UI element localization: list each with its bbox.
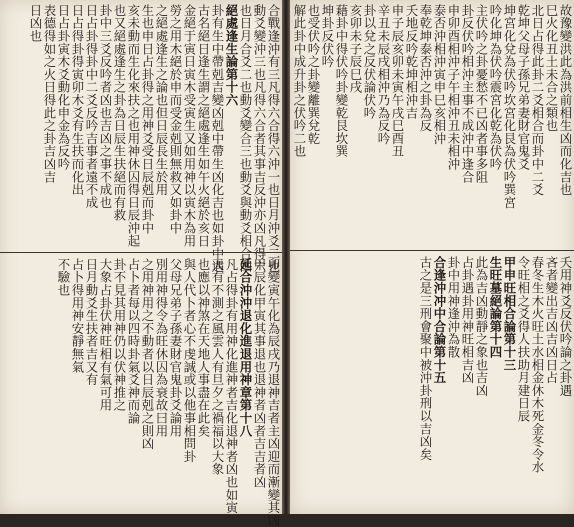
text-column: 夭用神爻反伏吟論之卦遇 xyxy=(558,256,573,397)
left-page-divider xyxy=(0,252,282,253)
text-column: 卦中三爻反吟者凶也吉凶之事不成也 xyxy=(98,4,113,209)
text-column: 卦以兌之反伏論伏吟 xyxy=(362,4,377,120)
text-column: 金絕于寅日寅木受寅生又如用神以寅木為用 xyxy=(182,4,197,248)
right-page-bottom-text xyxy=(419,256,572,508)
text-column: 之用神用之不動者以日辰剋之則凶 xyxy=(140,258,155,450)
text-column: 也應以神煞在天地人事盡在此矣 xyxy=(196,258,211,438)
text-column: 占卜得用神安靜無氣 xyxy=(70,258,85,374)
right-page-divider xyxy=(290,250,574,251)
text-column: 北日占得此卦二爻相合而卦中二爻 xyxy=(530,4,545,196)
text-column: 夭地反吟乾坤相沖吉 xyxy=(404,4,419,120)
text-column: 動爻變沖三也凡得六合者其事吉反沖亦凶凡得六 xyxy=(252,4,267,273)
text-column: 日月動爻生扶者吉又有 xyxy=(84,258,99,386)
text-column: 吟化坤為伏吟震宮化乾為伏吟 xyxy=(488,4,503,171)
right-page xyxy=(290,0,574,514)
text-column: 也又絕處逢生之卦為日辰生扶絕而有救 xyxy=(112,4,127,222)
text-column: 吝者變出吉凶吉凶日占 xyxy=(544,256,559,384)
text-column: 令旺相之爻得人扶助月建日辰 xyxy=(516,256,531,423)
text-column: 也日月合爻二也動爻變合三也動爻與動爻相合四 xyxy=(238,4,253,273)
text-column: 也受伏吟之卦變離巽兌乾 xyxy=(306,4,321,145)
text-column: 合戰逢沖有三凡得六合得六沖一也日月沖爻二也 xyxy=(266,4,281,273)
text-column: 凡占得卦有用神化進神者吉化退神者凶也如寅 xyxy=(224,258,239,514)
text-column: 延合沖沖退化進退用神章第十八 xyxy=(238,258,253,438)
text-column: 申子辰亥卯未寅午戌巳酉丑 xyxy=(390,4,405,158)
left-page xyxy=(0,0,282,527)
left-page-top-text xyxy=(28,4,281,273)
text-column: 巳火化丑土未合之類也 xyxy=(544,4,559,132)
text-column: 奉乾坤泰否沖之卦為反 xyxy=(418,4,433,132)
text-column: 亥卯未子辰巳戌 xyxy=(348,4,363,94)
text-column: 日占卦寅木爻動化申金為反吟 xyxy=(56,4,71,171)
text-column: 大象占卦伏神旺相有氣可用 xyxy=(98,258,113,412)
text-column: 合逢沖冲中合論第十五 xyxy=(432,256,447,384)
text-column: 日占得卦得寅卯木爻有生扶而化出 xyxy=(70,4,85,196)
text-column: 申卯酉相沖子午相沖丑未相沖 xyxy=(446,4,461,171)
text-column: 日占卦得卦中二爻反吟吉事者遠不成 xyxy=(84,4,99,209)
text-column: 此為吉凶動靜之象也吉凶 xyxy=(474,256,489,397)
text-column: 藉卦中得伏吟卦變乾艮坎巽 xyxy=(334,4,349,158)
text-column: 亥未動而生化來扶之也用神休囚得日辰沖起 xyxy=(126,4,141,248)
text-column: 占卜者每以四時卦氣爻神而論 xyxy=(126,258,141,425)
text-column: 日凶也 xyxy=(28,4,43,43)
text-column: 之絕處逢生之論也但日辰長生於用 xyxy=(154,4,169,196)
left-page-bottom-text xyxy=(56,258,281,527)
text-column: 別用神得令為旺休囚為衰故曰用 xyxy=(154,258,169,438)
right-page-top-text xyxy=(293,4,572,248)
text-column: 乾坤父母子孫兄弟妻財官鬼爻 xyxy=(516,4,531,171)
text-column: 古名絕日逢生謂之絕處逢生如午火絕於亥日 xyxy=(196,4,211,248)
text-column: 坤卦反伏吟 xyxy=(320,4,335,68)
text-column: 不驗也 xyxy=(56,258,71,297)
text-column: 解此卦中成升卦之伏吟二也 xyxy=(292,4,307,158)
text-column: 表德得如之火日得此之卦吉凶吉 xyxy=(42,4,57,184)
text-column: 生也申日占卦得之用神爻受日辰剋而卦中 xyxy=(140,4,155,235)
text-column: 故豫變洪此為洪前相生凶而化吉也 xyxy=(558,4,573,196)
text-column: 父母兄弟子孫妻財官鬼卦爻論用 xyxy=(168,258,183,438)
text-column: 占卦遇卦用神旺相吉凶 xyxy=(460,256,475,384)
text-column: 主伏吟之卦憂愁不已凶者事多阻 xyxy=(474,4,489,184)
text-column: 春冬生木火旺土水相金休木死金冬令水 xyxy=(530,256,545,474)
text-column: 泰否沖相沖寅申巳亥相沖 xyxy=(432,4,447,145)
text-column: 卦反伏吟相沖主事不成沖中逢合 xyxy=(460,4,475,184)
text-column: 生旺墓絕論第十四 xyxy=(488,256,503,359)
text-column: 卦中用神逢沖為散 xyxy=(446,256,461,359)
text-column: 古之是三刑會聚中被沖卦刑以吉凶矣 xyxy=(418,256,433,461)
text-column: 絕處逢生論第十六 xyxy=(224,4,239,107)
text-column: 卦不見其用神仍以伏神推之 xyxy=(112,258,127,412)
text-column: 坤宮化兌為伏吟坎宮化艮為伏吟巽宮 xyxy=(502,4,517,209)
text-column: 甲申旺相合論第十三 xyxy=(502,256,517,372)
book-gutter xyxy=(282,0,290,514)
text-column: 勞之用木絕於申而受金剋則無救又如卦中 xyxy=(168,4,183,235)
text-column: 天有不測之風雲人有旦夕之禍福以大象 xyxy=(210,258,225,476)
text-column: 甲辰化甲寅其事退也退神者凶者吉吉者凶 xyxy=(252,258,267,489)
text-column: 與人代卜者心不虔誠或以他事相問卦 xyxy=(182,258,197,463)
text-column: 卯變寅午化為辰戌乃退神吉者主凶迎而漸變其凶 xyxy=(266,258,281,527)
text-column: 辛丑未辰戌相沖乃為反吟 xyxy=(376,4,391,145)
text-column: 卦有生中帶剋吉變凶剋中帶生凶化吉也如卦中遇 xyxy=(210,4,225,273)
